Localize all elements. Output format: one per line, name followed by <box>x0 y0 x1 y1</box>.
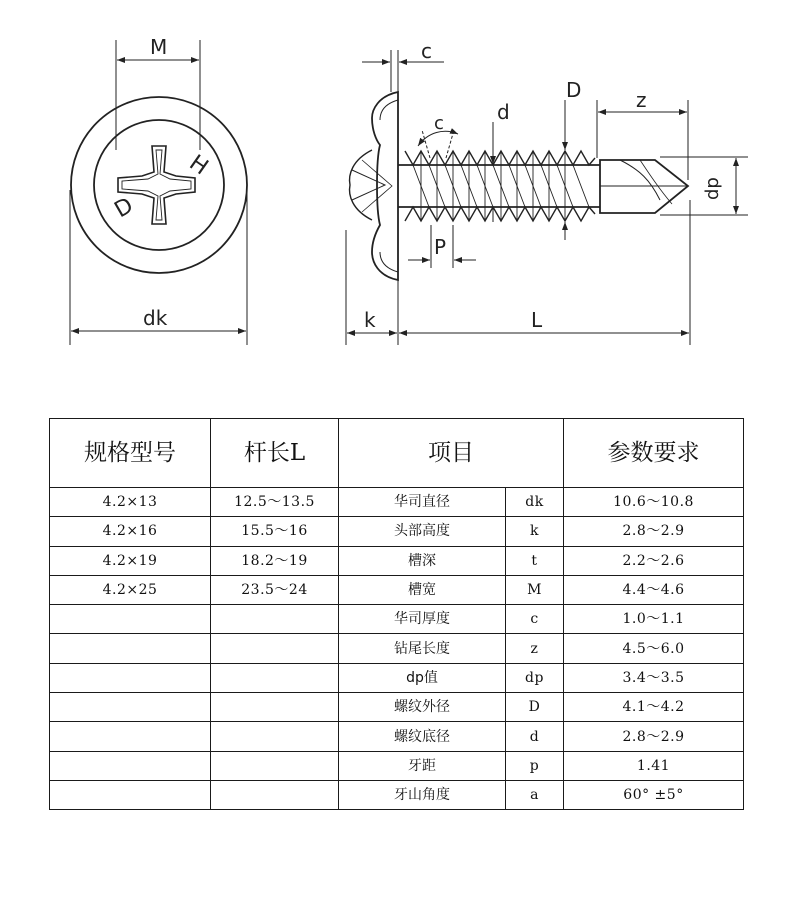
cell-symbol: c <box>506 605 564 634</box>
cell-value: 2.2～2.6 <box>564 546 744 575</box>
cell-model: 4.2×16 <box>50 517 211 546</box>
head-mark-d: D <box>110 193 138 224</box>
cell-model <box>50 663 211 692</box>
washer-head <box>372 92 398 280</box>
cell-value: 10.6～10.8 <box>564 488 744 517</box>
cell-model <box>50 634 211 663</box>
table-row <box>50 780 744 809</box>
cell-shank <box>211 780 339 809</box>
cell-value: 4.1～4.2 <box>564 693 744 722</box>
threads <box>405 151 595 221</box>
cell-model <box>50 780 211 809</box>
cell-symbol: p <box>506 751 564 780</box>
table-row <box>50 546 744 575</box>
label-dk: dk <box>143 306 168 330</box>
cell-symbol: dp <box>506 663 564 692</box>
header-item: 项目 <box>339 419 564 488</box>
cell-shank <box>211 605 339 634</box>
cell-item: 牙山角度 <box>339 780 506 809</box>
cell-value: 2.8～2.9 <box>564 722 744 751</box>
table-row <box>50 663 744 692</box>
cell-value: 60° ±5° <box>564 780 744 809</box>
label-z: z <box>636 88 647 112</box>
table-row <box>50 488 744 517</box>
label-m: M <box>150 35 168 59</box>
table-row <box>50 751 744 780</box>
spec-table <box>49 418 744 810</box>
cell-shank: 15.5～16 <box>211 517 339 546</box>
cell-symbol: k <box>506 517 564 546</box>
head-inner-circle <box>94 120 224 250</box>
label-d: d <box>497 100 510 124</box>
cell-shank: 23.5～24 <box>211 575 339 604</box>
cell-model: 4.2×13 <box>50 488 211 517</box>
cell-item: 螺纹底径 <box>339 722 506 751</box>
cell-item: 华司直径 <box>339 488 506 517</box>
label-c-top: c <box>421 39 432 63</box>
label-l: L <box>531 308 543 332</box>
cell-item: 槽深 <box>339 546 506 575</box>
cell-value: 4.5～6.0 <box>564 634 744 663</box>
cell-shank <box>211 751 339 780</box>
cell-shank <box>211 693 339 722</box>
head-top-view <box>71 97 247 273</box>
cell-model: 4.2×25 <box>50 575 211 604</box>
cell-model <box>50 722 211 751</box>
cell-model <box>50 751 211 780</box>
screw-technical-drawing <box>0 0 790 400</box>
cell-value: 3.4～3.5 <box>564 663 744 692</box>
cell-item: 钻尾长度 <box>339 634 506 663</box>
cell-value: 1.0～1.1 <box>564 605 744 634</box>
table-row <box>50 575 744 604</box>
label-D: D <box>566 78 582 102</box>
cell-shank <box>211 722 339 751</box>
washer-outer-circle <box>71 97 247 273</box>
cell-item: 华司厚度 <box>339 605 506 634</box>
cell-value: 4.4～4.6 <box>564 575 744 604</box>
cell-shank <box>211 663 339 692</box>
cell-item: 牙距 <box>339 751 506 780</box>
label-dp: dp <box>702 177 723 200</box>
cell-shank: 12.5～13.5 <box>211 488 339 517</box>
table-header-row <box>50 419 744 488</box>
table-row <box>50 605 744 634</box>
cell-symbol: d <box>506 722 564 751</box>
cell-model: 4.2×19 <box>50 546 211 575</box>
header-model: 规格型号 <box>50 419 211 488</box>
cell-symbol: dk <box>506 488 564 517</box>
cell-item: 头部高度 <box>339 517 506 546</box>
cell-shank: 18.2～19 <box>211 546 339 575</box>
table-row <box>50 693 744 722</box>
cell-symbol: t <box>506 546 564 575</box>
head-mark-h: H <box>184 150 213 181</box>
cell-item: 槽宽 <box>339 575 506 604</box>
screw-side-view <box>350 92 688 280</box>
cell-value: 1.41 <box>564 751 744 780</box>
cell-symbol: a <box>506 780 564 809</box>
cell-symbol: M <box>506 575 564 604</box>
cell-item: 螺纹外径 <box>339 693 506 722</box>
cell-model <box>50 605 211 634</box>
label-k: k <box>364 308 376 332</box>
header-requirement: 参数要求 <box>564 419 744 488</box>
table-row <box>50 634 744 663</box>
cell-symbol: D <box>506 693 564 722</box>
cell-symbol: z <box>506 634 564 663</box>
label-c-angle: c <box>434 113 444 134</box>
header-shank: 杆长L <box>211 419 339 488</box>
table-row <box>50 517 744 546</box>
label-p: P <box>434 235 447 259</box>
cell-value: 2.8～2.9 <box>564 517 744 546</box>
table-row <box>50 722 744 751</box>
cell-model <box>50 693 211 722</box>
cell-shank <box>211 634 339 663</box>
cell-item: dp值 <box>339 663 506 692</box>
